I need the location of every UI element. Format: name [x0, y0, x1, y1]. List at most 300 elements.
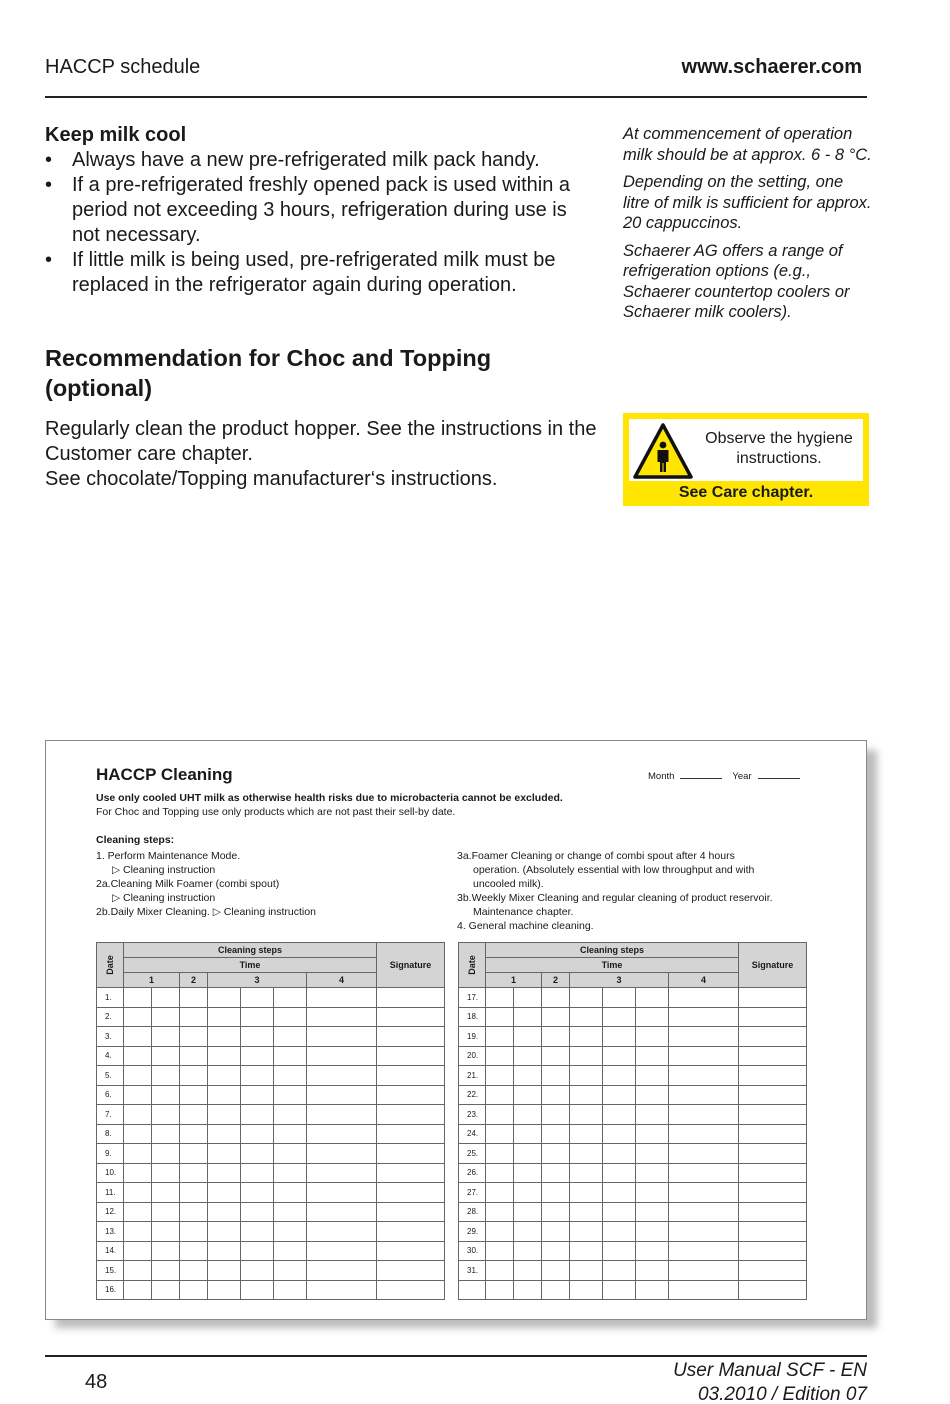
time-cell[interactable]: [542, 1222, 570, 1242]
time-cell[interactable]: [636, 1202, 669, 1222]
time-cell[interactable]: [152, 1222, 180, 1242]
time-cell[interactable]: [570, 1046, 603, 1066]
time-cell[interactable]: [603, 1085, 636, 1105]
time-cell[interactable]: [570, 1007, 603, 1027]
time-cell[interactable]: [603, 1144, 636, 1164]
time-cell[interactable]: [180, 1124, 208, 1144]
table-row: [97, 1105, 445, 1125]
time-cell[interactable]: [124, 1066, 152, 1086]
time-cell[interactable]: [542, 1280, 570, 1300]
time-cell[interactable]: [669, 988, 739, 1008]
time-cell[interactable]: [603, 1066, 636, 1086]
time-cell[interactable]: [124, 1144, 152, 1164]
time-cell[interactable]: [542, 1085, 570, 1105]
day-number: 18.: [459, 1007, 486, 1027]
time-cell[interactable]: [241, 1144, 274, 1164]
time-cell[interactable]: [307, 1105, 377, 1125]
time-cell[interactable]: [636, 1144, 669, 1164]
signature-cell[interactable]: [377, 1124, 445, 1144]
table-row: [459, 1261, 807, 1281]
time-cell[interactable]: [636, 1163, 669, 1183]
time-cell[interactable]: [180, 1183, 208, 1203]
time-cell[interactable]: [570, 1202, 603, 1222]
time-cell[interactable]: [570, 1163, 603, 1183]
time-cell[interactable]: [124, 1163, 152, 1183]
time-cell[interactable]: [542, 1261, 570, 1281]
signature-cell[interactable]: [377, 1066, 445, 1086]
time-cell[interactable]: [152, 1085, 180, 1105]
time-cell[interactable]: [669, 1280, 739, 1300]
time-cell[interactable]: [274, 1261, 307, 1281]
time-cell[interactable]: [636, 1027, 669, 1047]
signature-cell[interactable]: [739, 1280, 807, 1300]
time-cell[interactable]: [514, 1085, 542, 1105]
time-cell[interactable]: [180, 1261, 208, 1281]
time-cell[interactable]: [514, 1222, 542, 1242]
time-cell[interactable]: [180, 988, 208, 1008]
signature-cell[interactable]: [377, 1046, 445, 1066]
time-cell[interactable]: [486, 1046, 514, 1066]
time-cell[interactable]: [603, 1261, 636, 1281]
signature-cell[interactable]: [739, 1124, 807, 1144]
time-cell[interactable]: [241, 1222, 274, 1242]
day-number: 2.: [97, 1007, 124, 1027]
time-cell[interactable]: [208, 1066, 241, 1086]
time-cell[interactable]: [542, 1202, 570, 1222]
time-cell[interactable]: [124, 1241, 152, 1261]
time-cell[interactable]: [274, 1124, 307, 1144]
table-row: [459, 1144, 807, 1164]
time-cell[interactable]: [307, 1066, 377, 1086]
time-cell[interactable]: [208, 1163, 241, 1183]
time-cell[interactable]: [514, 1202, 542, 1222]
time-cell[interactable]: [307, 1144, 377, 1164]
time-cell[interactable]: [274, 1202, 307, 1222]
time-cell[interactable]: [241, 1066, 274, 1086]
time-cell[interactable]: [486, 1105, 514, 1125]
signature-cell[interactable]: [377, 1222, 445, 1242]
time-cell[interactable]: [486, 1202, 514, 1222]
time-cell[interactable]: [241, 1007, 274, 1027]
month-year-fields: [648, 771, 810, 782]
time-cell[interactable]: [274, 1027, 307, 1047]
time-cell[interactable]: [514, 1007, 542, 1027]
time-cell[interactable]: [208, 1222, 241, 1242]
day-number: 8.: [97, 1124, 124, 1144]
time-cell[interactable]: [241, 1085, 274, 1105]
signature-cell[interactable]: [739, 1066, 807, 1086]
time-cell[interactable]: [486, 1144, 514, 1164]
time-cell[interactable]: [669, 1105, 739, 1125]
signature-cell[interactable]: [739, 1105, 807, 1125]
time-cell[interactable]: [542, 1105, 570, 1125]
time-cell[interactable]: [636, 1261, 669, 1281]
bullet-item: • If little milk is being used, pre-refrigerated milk must be replaced in the refrigerator again during operation.: [45, 248, 600, 298]
time-cell[interactable]: [208, 1007, 241, 1027]
signature-cell[interactable]: [377, 1085, 445, 1105]
time-cell[interactable]: [669, 1085, 739, 1105]
time-cell[interactable]: [152, 1280, 180, 1300]
time-cell[interactable]: [208, 1202, 241, 1222]
cleaning-steps-heading: Cleaning steps:: [96, 834, 175, 846]
signature-cell[interactable]: [377, 1241, 445, 1261]
table-row: [459, 1007, 807, 1027]
time-cell[interactable]: [542, 1007, 570, 1027]
time-cell[interactable]: [514, 1261, 542, 1281]
table-row: [97, 1066, 445, 1086]
time-cell[interactable]: [180, 1280, 208, 1300]
signature-header: Signature: [739, 943, 807, 988]
time-cell[interactable]: [603, 1007, 636, 1027]
time-cell[interactable]: [486, 1183, 514, 1203]
time-cell[interactable]: [180, 1027, 208, 1047]
time-cell[interactable]: [570, 1105, 603, 1125]
table-row: [459, 1046, 807, 1066]
signature-cell[interactable]: [739, 1027, 807, 1047]
time-cell[interactable]: [180, 1085, 208, 1105]
cleaning-steps-right: [457, 849, 817, 933]
signature-cell[interactable]: [377, 988, 445, 1008]
time-cell[interactable]: [180, 1163, 208, 1183]
time-cell[interactable]: [570, 1261, 603, 1281]
time-cell[interactable]: [208, 988, 241, 1008]
time-cell[interactable]: [307, 1241, 377, 1261]
day-number: [459, 1280, 486, 1300]
time-cell[interactable]: [669, 1124, 739, 1144]
time-cell[interactable]: [124, 1124, 152, 1144]
time-cell[interactable]: [636, 1085, 669, 1105]
time-cell[interactable]: [486, 1027, 514, 1047]
time-cell[interactable]: [124, 1007, 152, 1027]
time-cell[interactable]: [570, 1027, 603, 1047]
time-cell[interactable]: [241, 1280, 274, 1300]
footer-manual-info: [673, 1359, 867, 1404]
time-cell[interactable]: [152, 1124, 180, 1144]
step-col-header: 3: [208, 973, 307, 988]
time-cell[interactable]: [542, 1046, 570, 1066]
table-row: [459, 1222, 807, 1242]
time-header: Time: [486, 958, 739, 973]
time-cell[interactable]: [486, 1007, 514, 1027]
time-cell[interactable]: [124, 1046, 152, 1066]
time-cell[interactable]: [241, 988, 274, 1008]
time-cell[interactable]: [514, 1280, 542, 1300]
time-cell[interactable]: [542, 1163, 570, 1183]
signature-cell[interactable]: [377, 1007, 445, 1027]
time-cell[interactable]: [542, 1144, 570, 1164]
time-cell[interactable]: [636, 1124, 669, 1144]
time-cell[interactable]: [486, 1066, 514, 1086]
year-label: Year: [732, 771, 752, 782]
time-cell[interactable]: [307, 988, 377, 1008]
table-row: [97, 1222, 445, 1242]
time-cell[interactable]: [636, 1046, 669, 1066]
time-cell[interactable]: [124, 988, 152, 1008]
time-cell[interactable]: [603, 1027, 636, 1047]
signature-cell[interactable]: [739, 1202, 807, 1222]
signature-cell[interactable]: [739, 1183, 807, 1203]
time-cell[interactable]: [180, 1007, 208, 1027]
time-cell[interactable]: [152, 1007, 180, 1027]
time-cell[interactable]: [208, 1105, 241, 1125]
signature-cell[interactable]: [377, 1163, 445, 1183]
time-cell[interactable]: [152, 1027, 180, 1047]
time-cell[interactable]: [486, 1163, 514, 1183]
signature-cell[interactable]: [377, 1261, 445, 1281]
time-cell[interactable]: [241, 1202, 274, 1222]
signature-cell[interactable]: [377, 1144, 445, 1164]
time-cell[interactable]: [603, 1183, 636, 1203]
time-cell[interactable]: [208, 1046, 241, 1066]
signature-cell[interactable]: [377, 1105, 445, 1125]
signature-cell[interactable]: [739, 988, 807, 1008]
time-cell[interactable]: [486, 1222, 514, 1242]
time-cell[interactable]: [570, 1183, 603, 1203]
time-cell[interactable]: [307, 1046, 377, 1066]
time-cell[interactable]: [636, 1183, 669, 1203]
time-cell[interactable]: [180, 1202, 208, 1222]
signature-cell[interactable]: [739, 1046, 807, 1066]
time-cell[interactable]: [274, 1144, 307, 1164]
time-cell[interactable]: [542, 1241, 570, 1261]
day-number: 20.: [459, 1046, 486, 1066]
time-cell[interactable]: [636, 1007, 669, 1027]
time-cell[interactable]: [603, 1280, 636, 1300]
time-cell[interactable]: [486, 1261, 514, 1281]
time-cell[interactable]: [307, 1163, 377, 1183]
time-cell[interactable]: [208, 1280, 241, 1300]
time-cell[interactable]: [208, 1085, 241, 1105]
time-cell[interactable]: [307, 1124, 377, 1144]
time-cell[interactable]: [241, 1105, 274, 1125]
time-cell[interactable]: [152, 1183, 180, 1203]
time-cell[interactable]: [274, 1241, 307, 1261]
day-number: 11.: [97, 1183, 124, 1203]
time-cell[interactable]: [636, 1280, 669, 1300]
time-cell[interactable]: [486, 1085, 514, 1105]
time-cell[interactable]: [669, 1163, 739, 1183]
time-cell[interactable]: [636, 1066, 669, 1086]
time-cell[interactable]: [542, 1183, 570, 1203]
time-cell[interactable]: [570, 1085, 603, 1105]
time-cell[interactable]: [124, 1027, 152, 1047]
time-cell[interactable]: [152, 988, 180, 1008]
time-cell[interactable]: [669, 1261, 739, 1281]
time-cell[interactable]: [542, 1027, 570, 1047]
log-table-days-17-31: [458, 942, 807, 1300]
time-cell[interactable]: [514, 1105, 542, 1125]
time-cell[interactable]: [152, 1144, 180, 1164]
time-cell[interactable]: [603, 1124, 636, 1144]
time-cell[interactable]: [669, 1046, 739, 1066]
signature-cell[interactable]: [739, 1085, 807, 1105]
time-cell[interactable]: [241, 1261, 274, 1281]
month-label: Month: [648, 771, 675, 782]
time-cell[interactable]: [274, 1105, 307, 1125]
time-cell[interactable]: [152, 1163, 180, 1183]
time-cell[interactable]: [514, 1183, 542, 1203]
time-cell[interactable]: [274, 1222, 307, 1242]
signature-cell[interactable]: [739, 1261, 807, 1281]
day-number: 5.: [97, 1066, 124, 1086]
time-cell[interactable]: [307, 1007, 377, 1027]
time-cell[interactable]: [307, 1222, 377, 1242]
time-cell[interactable]: [152, 1066, 180, 1086]
time-cell[interactable]: [514, 988, 542, 1008]
time-cell[interactable]: [152, 1105, 180, 1125]
time-cell[interactable]: [307, 1280, 377, 1300]
table-row: [459, 1202, 807, 1222]
time-cell[interactable]: [124, 1202, 152, 1222]
time-cell[interactable]: [603, 1046, 636, 1066]
time-cell[interactable]: [603, 1222, 636, 1242]
time-cell[interactable]: [486, 1280, 514, 1300]
time-cell[interactable]: [570, 1066, 603, 1086]
time-cell[interactable]: [486, 1124, 514, 1144]
time-cell[interactable]: [570, 1222, 603, 1242]
time-cell[interactable]: [274, 1046, 307, 1066]
time-cell[interactable]: [124, 1280, 152, 1300]
time-cell[interactable]: [514, 1124, 542, 1144]
time-cell[interactable]: [603, 988, 636, 1008]
signature-cell[interactable]: [377, 1183, 445, 1203]
time-cell[interactable]: [180, 1222, 208, 1242]
time-cell[interactable]: [669, 1007, 739, 1027]
signature-cell[interactable]: [739, 1222, 807, 1242]
time-cell[interactable]: [241, 1124, 274, 1144]
time-cell[interactable]: [124, 1183, 152, 1203]
signature-cell[interactable]: [377, 1027, 445, 1047]
time-cell[interactable]: [542, 1066, 570, 1086]
milk-bullet-list: [45, 148, 600, 298]
table-row: [459, 1105, 807, 1125]
time-cell[interactable]: [669, 1027, 739, 1047]
time-cell[interactable]: [180, 1046, 208, 1066]
time-cell[interactable]: [124, 1085, 152, 1105]
time-cell[interactable]: [514, 1027, 542, 1047]
time-cell[interactable]: [603, 1105, 636, 1125]
time-cell[interactable]: [570, 1280, 603, 1300]
time-cell[interactable]: [603, 1163, 636, 1183]
time-cell[interactable]: [152, 1241, 180, 1261]
time-cell[interactable]: [152, 1046, 180, 1066]
time-cell[interactable]: [669, 1241, 739, 1261]
time-cell[interactable]: [669, 1066, 739, 1086]
time-cell[interactable]: [636, 1105, 669, 1125]
time-cell[interactable]: [486, 988, 514, 1008]
time-cell[interactable]: [486, 1241, 514, 1261]
time-cell[interactable]: [307, 1261, 377, 1281]
time-cell[interactable]: [241, 1046, 274, 1066]
recommendation-paragraph-2: See chocolate/Topping manufacturer‘s instructions.: [45, 468, 498, 490]
time-cell[interactable]: [208, 1241, 241, 1261]
time-cell[interactable]: [307, 1085, 377, 1105]
time-cell[interactable]: [603, 1241, 636, 1261]
time-cell[interactable]: [669, 1222, 739, 1242]
time-cell[interactable]: [636, 1241, 669, 1261]
time-cell[interactable]: [274, 1007, 307, 1027]
signature-cell[interactable]: [377, 1280, 445, 1300]
time-cell[interactable]: [274, 1280, 307, 1300]
day-number: 4.: [97, 1046, 124, 1066]
day-number: 1.: [97, 988, 124, 1008]
table-row: [97, 1124, 445, 1144]
time-cell[interactable]: [542, 988, 570, 1008]
time-cell[interactable]: [514, 1163, 542, 1183]
time-cell[interactable]: [514, 1066, 542, 1086]
time-cell[interactable]: [180, 1241, 208, 1261]
time-cell[interactable]: [274, 1066, 307, 1086]
time-cell[interactable]: [669, 1202, 739, 1222]
time-header: Time: [124, 958, 377, 973]
time-cell[interactable]: [208, 1124, 241, 1144]
time-cell[interactable]: [570, 988, 603, 1008]
table-row: [459, 1085, 807, 1105]
time-cell[interactable]: [241, 1183, 274, 1203]
time-cell[interactable]: [152, 1261, 180, 1281]
time-cell[interactable]: [274, 1163, 307, 1183]
time-cell[interactable]: [274, 1085, 307, 1105]
cleaning-steps-header: Cleaning steps: [124, 943, 377, 958]
time-cell[interactable]: [514, 1144, 542, 1164]
time-cell[interactable]: [514, 1046, 542, 1066]
time-cell[interactable]: [307, 1183, 377, 1203]
time-cell[interactable]: [208, 1144, 241, 1164]
time-cell[interactable]: [307, 1202, 377, 1222]
time-cell[interactable]: [208, 1027, 241, 1047]
time-cell[interactable]: [603, 1202, 636, 1222]
day-number: 19.: [459, 1027, 486, 1047]
day-number: 13.: [97, 1222, 124, 1242]
time-cell[interactable]: [570, 1144, 603, 1164]
time-cell[interactable]: [241, 1241, 274, 1261]
signature-cell[interactable]: [739, 1241, 807, 1261]
time-cell[interactable]: [180, 1105, 208, 1125]
time-cell[interactable]: [636, 988, 669, 1008]
time-cell[interactable]: [152, 1202, 180, 1222]
time-cell[interactable]: [208, 1261, 241, 1281]
time-cell[interactable]: [514, 1241, 542, 1261]
time-cell[interactable]: [180, 1144, 208, 1164]
table-row: [97, 1183, 445, 1203]
time-cell[interactable]: [208, 1183, 241, 1203]
time-cell[interactable]: [570, 1241, 603, 1261]
signature-cell[interactable]: [739, 1007, 807, 1027]
time-cell[interactable]: [636, 1222, 669, 1242]
signature-cell[interactable]: [739, 1163, 807, 1183]
header-rule: [45, 96, 867, 98]
time-cell[interactable]: [570, 1124, 603, 1144]
bullet-item: • If a pre-refrigerated freshly opened pack is used within a period not exceeding 3 hours, refrigeration during use is not necessary.: [45, 173, 600, 248]
time-cell[interactable]: [669, 1183, 739, 1203]
signature-cell[interactable]: [739, 1144, 807, 1164]
time-cell[interactable]: [124, 1105, 152, 1125]
time-cell[interactable]: [542, 1124, 570, 1144]
time-cell[interactable]: [669, 1144, 739, 1164]
time-cell[interactable]: [124, 1222, 152, 1242]
time-cell[interactable]: [307, 1027, 377, 1047]
form-warning-line: Use only cooled UHT milk as otherwise health risks due to microbacteria cannot be excluded.: [96, 792, 563, 804]
table-row: [97, 1046, 445, 1066]
signature-cell[interactable]: [377, 1202, 445, 1222]
time-cell[interactable]: [124, 1261, 152, 1281]
time-cell[interactable]: [241, 1163, 274, 1183]
time-cell[interactable]: [180, 1066, 208, 1086]
time-cell[interactable]: [241, 1027, 274, 1047]
time-cell[interactable]: [274, 988, 307, 1008]
day-number: 22.: [459, 1085, 486, 1105]
time-cell[interactable]: [274, 1183, 307, 1203]
